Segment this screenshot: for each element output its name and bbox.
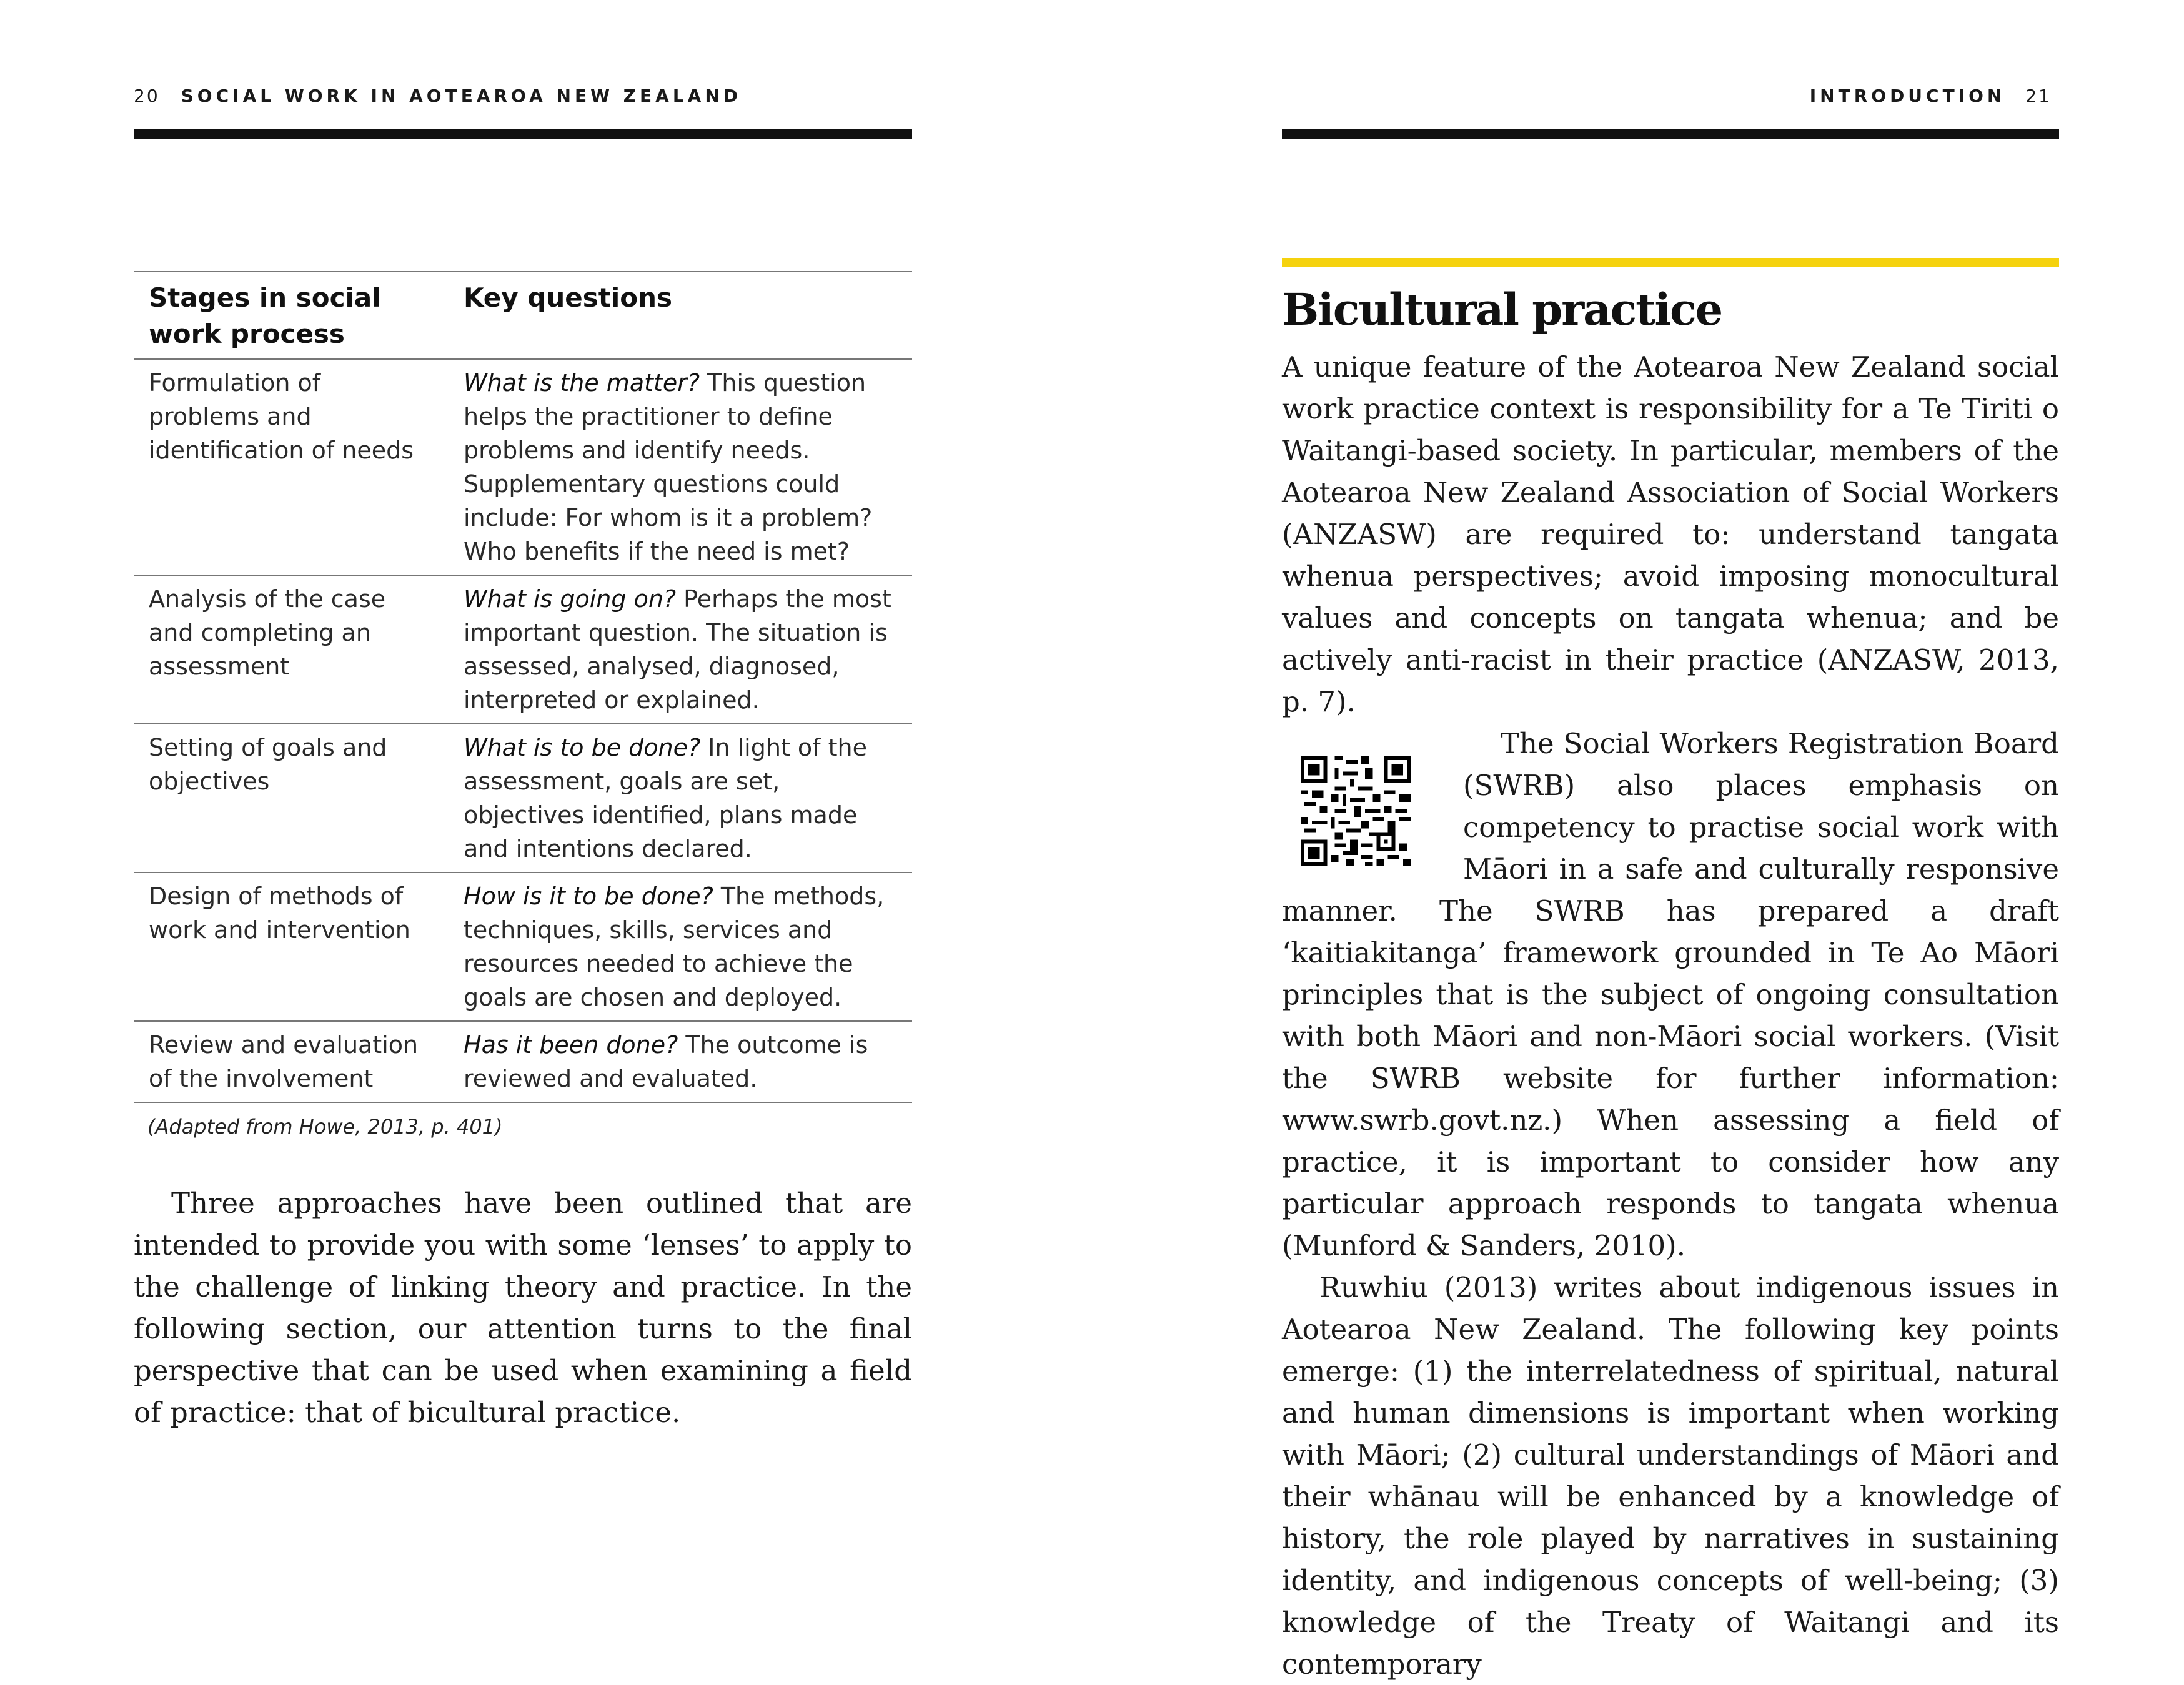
question-detail: The outcome is reviewed and evaluated. <box>464 1031 868 1092</box>
question-detail: The methods, techniques, skills, services and resources needed to achieve the goals are chosen and deployed. <box>464 882 885 1011</box>
page-number-left: 20 <box>134 86 160 106</box>
question-cell <box>449 359 912 575</box>
question-cell <box>449 724 912 872</box>
key-question: What is going on? <box>464 585 677 613</box>
key-question: What is to be done? <box>464 734 701 761</box>
table-row <box>134 1021 912 1102</box>
question-cell <box>449 1021 912 1102</box>
left-body-paragraph: Three approaches have been outlined that are intended to provide you with some ‘lenses’ to apply to the challenge of linking theory and practice. In the following section, our attention turns to the final perspective that can be used when examining a field of practice: that of bicultural practice. <box>134 1187 912 1429</box>
table-row <box>134 575 912 724</box>
key-question: How is it to be done? <box>464 882 713 910</box>
body-paragraph-3: Ruwhiu (2013) writes about indigenous issues in Aotearoa New Zealand. The following key points emerge: (1) the interrelatedness of spiritual, natural and human dimensions is important when working with Māori; (2) cultural understandings of Māori and their whānau will be enhanced by a knowledge of history, the role played by narratives in sustaining identity, and indigenous concepts of well-being; (3) knowledge of the Treaty of Waitangi and its contemporary <box>1282 1271 2059 1681</box>
table-header-stages: Stages in social work process <box>134 272 449 359</box>
section-title: Bicultural practice <box>1282 284 1722 335</box>
body-paragraph-2 <box>1282 723 2059 1267</box>
paragraph-2-content: The Social Workers Registration Board (SWRB) also places emphasis on competency to practise social work with Māori in a safe and culturally responsive manner. The SWRB has prepared a draft ‘kaitiakitanga’ framework grounded in Te Ao Māori principles that is the subject of ongoing consultation with both Māori and non-Māori social workers. (Visit the SWRB website for further information: www.swrb.govt.nz.) When assessing a field of practice, it is important to consider how any particular approach responds to tangata whenua (Munford & Sanders, 2010). <box>1282 727 2059 1262</box>
table-row <box>134 724 912 872</box>
table-header-row <box>134 272 912 359</box>
stage-cell: Design of methods of work and intervention <box>134 872 449 1021</box>
table-source-note: (Adapted from Howe, 2013, p. 401) <box>147 1115 503 1139</box>
running-head-left <box>134 85 742 107</box>
header-rule-left <box>134 129 912 139</box>
running-title-right: INTRODUCTION <box>1809 86 2006 106</box>
right-page <box>1092 0 2184 1681</box>
qr-code-icon[interactable] <box>1301 756 1411 866</box>
right-body-column <box>1282 346 2059 1685</box>
question-cell <box>449 575 912 724</box>
running-title-left: SOCIAL WORK IN AOTEAROA NEW ZEALAND <box>181 86 742 106</box>
running-head-right <box>1810 85 2052 107</box>
table-header-questions: Key questions <box>449 272 912 359</box>
question-cell <box>449 872 912 1021</box>
stage-cell: Analysis of the case and completing an assessment <box>134 575 449 724</box>
stage-cell: Formulation of problems and identification of needs <box>134 359 449 575</box>
section-accent-rule <box>1282 258 2059 267</box>
stage-cell: Setting of goals and objectives <box>134 724 449 872</box>
table-row <box>134 359 912 575</box>
header-rule-right <box>1282 129 2059 139</box>
left-page <box>0 0 1092 1549</box>
key-question: What is the matter? <box>464 369 700 397</box>
question-detail: In light of the assessment, goals are set, objectives identified, plans made and intentions declared. <box>464 734 867 862</box>
question-detail: Perhaps the most important question. The situation is assessed, analysed, diagnosed, interpreted or explained. <box>464 585 891 714</box>
body-paragraph-1: A unique feature of the Aotearoa New Zealand social work practice context is responsibility for a Te Tiriti o Waitangi-based society. In particular, members of the Aotearoa New Zealand Association of Social Workers (ANZASW) are required to: understand tangata whenua perspectives; avoid imposing monocultural values and concepts on tangata whenua; and be actively anti-racist in their practice (ANZASW, 2013, p. 7). <box>1282 350 2059 718</box>
page-number-right: 21 <box>2025 86 2052 106</box>
stages-table <box>134 271 912 1103</box>
stage-cell: Review and evaluation of the involvement <box>134 1021 449 1102</box>
question-detail: This question helps the practitioner to define problems and identify needs. Supplementary questions could include: For whom is it a problem? Who benefits if the need is met? <box>464 369 873 565</box>
table-row <box>134 872 912 1021</box>
key-question: Has it been done? <box>464 1031 678 1059</box>
